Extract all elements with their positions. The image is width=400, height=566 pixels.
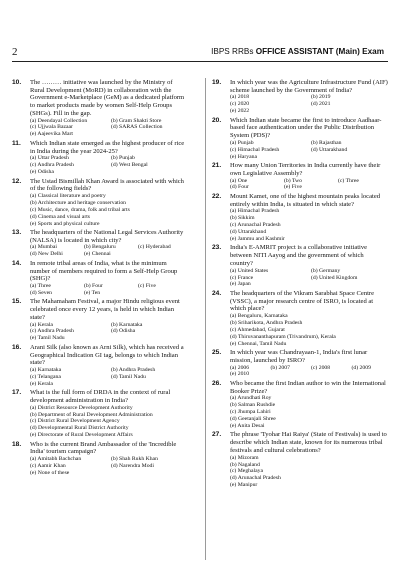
option: (b) 2019 xyxy=(311,94,331,101)
option: (e) Directorate of Rural Development Affairs xyxy=(30,432,133,439)
question-item xyxy=(12,260,188,297)
options-list xyxy=(30,322,188,343)
option: (a) Karnataka xyxy=(30,366,62,373)
option: (b) Punjab xyxy=(111,155,135,162)
option: (a) Kerala xyxy=(30,321,53,328)
option: (e) None of these xyxy=(30,470,70,476)
question-text: In remote tribal areas of India, what is the minimum number of members required to form a Self-Help Group (SHG)? xyxy=(30,259,178,283)
column-divider xyxy=(205,78,206,560)
option: (e) Aajeevika Mart xyxy=(30,131,73,138)
question-text: In which year was the Agriculture Infrastructure Fund (AIF) scheme launched by the Government of India? xyxy=(230,79,388,94)
option: (b) 2007 xyxy=(270,364,290,371)
option: (c) Five xyxy=(138,283,156,289)
option: (b) Bengaluru xyxy=(84,244,116,251)
exam-title-prefix: IBPS RRBs xyxy=(211,47,254,56)
option: (a) One xyxy=(230,177,248,184)
question-number: 11. xyxy=(12,139,21,147)
options-list xyxy=(230,208,388,243)
question-text: Which Indian state emerged as the highest producer of rice in India during the year 2024-25? xyxy=(30,139,185,155)
option: (d) Odisha xyxy=(111,328,136,335)
question-item xyxy=(212,117,388,161)
option: (a) Amitabh Bachchan xyxy=(30,456,82,463)
question-number: 12. xyxy=(12,177,22,185)
options-list xyxy=(230,94,388,115)
question-number: 18. xyxy=(12,440,22,448)
option: (a) Bengaluru, Karnataka xyxy=(230,313,288,320)
option: (b) Karnataka xyxy=(111,321,143,328)
option: (d) Uttarakhand xyxy=(311,146,348,153)
question-number: 20. xyxy=(212,116,222,124)
option: (d) SARAS Collection xyxy=(111,124,163,131)
question-number: 13. xyxy=(12,229,22,237)
header-rule xyxy=(12,61,388,62)
option: (a) District Resource Development Authority xyxy=(30,404,133,411)
option: (b) Rajasthan xyxy=(311,139,342,146)
option: (e) Anita Desai xyxy=(230,422,265,429)
option: (c) District Rural Development Agency xyxy=(30,418,120,425)
options-list xyxy=(230,365,388,379)
options-list xyxy=(30,367,188,388)
option: (e) Tamil Nadu xyxy=(30,335,65,342)
option: (b) Germany xyxy=(311,267,341,274)
question-item xyxy=(12,298,188,342)
options-list xyxy=(30,283,188,297)
option: (d) Tamil Nadu xyxy=(111,373,146,380)
options-list xyxy=(30,193,188,228)
option: (b) Four xyxy=(84,283,103,289)
option: (d) 2021 xyxy=(311,101,331,108)
option: (d) 2009 xyxy=(351,364,371,371)
question-item xyxy=(12,441,188,477)
question-number: 14. xyxy=(12,259,22,267)
option: (d) Arunachal Pradesh xyxy=(230,475,281,482)
question-item xyxy=(212,162,388,191)
option: (e) Chennai, Tamil Nadu xyxy=(230,340,287,347)
options-list xyxy=(230,313,388,348)
option: (d) Thiruvananthapuram (Trivandrum), Kerala xyxy=(230,333,336,340)
question-number: 15. xyxy=(12,298,22,306)
option: (b) Salman Rushdie xyxy=(230,402,276,409)
option: (a) Arundhati Roy xyxy=(230,395,272,402)
option: (d) Geetanjali Shree xyxy=(230,416,276,423)
option: (b) Andhra Pradesh xyxy=(111,366,156,373)
option: (a) 2006 xyxy=(230,364,250,371)
question-number: 19. xyxy=(212,79,222,86)
option: (a) Uttar Pradesh xyxy=(30,155,69,162)
question-text: Which Indian state became the first to introduce Aadhaar-based face authentication under the Public Distribution System (PDS)? xyxy=(230,116,382,140)
option: (e) Kerala xyxy=(30,380,53,387)
question-number: 27. xyxy=(212,431,222,439)
question-item xyxy=(12,178,188,228)
question-text: What is the full form of DRDA in the context of rural development administration in India? xyxy=(30,389,171,404)
option: (c) 2008 xyxy=(311,364,331,371)
option: (b) Sriharikota, Andhra Pradesh xyxy=(230,319,303,326)
question-text: The headquarters of the National Legal Services Authority (NALSA) is located in which city? xyxy=(30,229,184,244)
option: (c) Hyderabad xyxy=(138,244,171,251)
question-number: 23. xyxy=(212,244,222,252)
question-number: 24. xyxy=(212,289,222,297)
option: (d) Uttarakhand xyxy=(230,229,267,236)
option: (d) United Kingdom xyxy=(311,274,358,281)
question-item xyxy=(12,79,188,138)
option: (d) Developmental Rural District Authority xyxy=(30,425,129,432)
question-item xyxy=(212,431,388,489)
option: (e) Manipur xyxy=(230,482,258,489)
option: (e) 2010 xyxy=(230,371,250,378)
question-number: 17. xyxy=(12,389,22,397)
option: (c) Jhumpa Lahiri xyxy=(230,409,271,416)
option: (e) Japan xyxy=(230,281,251,288)
option: (a) Classical literature and poetry xyxy=(30,192,106,199)
question-item xyxy=(212,380,388,430)
option: (a) Mumbai xyxy=(30,244,58,251)
options-list xyxy=(30,244,188,258)
option: (e) Chennai xyxy=(84,251,111,258)
question-text: In which year was Chandrayaan-1, India's first lunar mission, launched by ISRO? xyxy=(230,349,368,364)
option: (b) Shah Rukh Khan xyxy=(111,456,158,463)
question-text: Who is the current Brand Ambassador of the 'Incredible India' tourism campaign? xyxy=(30,440,177,456)
option: (a) Three xyxy=(30,283,51,289)
options-list xyxy=(230,455,388,490)
question-text: The headquarters of the Vikram Sarabhai Space Centre (VSSC), a major research centre of ISRO, is located at which place? xyxy=(230,289,375,313)
question-number: 25. xyxy=(212,349,222,357)
options-list xyxy=(230,178,388,192)
option: (d) New Delhi xyxy=(30,251,63,258)
options-list xyxy=(230,268,388,289)
left-column xyxy=(12,79,188,479)
question-number: 21. xyxy=(212,162,222,170)
option: (e) Five xyxy=(284,184,302,191)
option: (c) Himachal Pradesh xyxy=(230,146,280,153)
option: (d) Narendra Modi xyxy=(111,463,154,470)
question-number: 16. xyxy=(12,343,22,351)
option: (a) Himachal Pradesh xyxy=(230,208,280,215)
question-number: 22. xyxy=(212,192,222,200)
page-number: 2 xyxy=(12,46,18,58)
exam-title-bold: OFFICE ASSISTANT (Main) Exam xyxy=(255,47,384,56)
option: (c) Three xyxy=(338,177,359,184)
option: (c) Andhra Pradesh xyxy=(30,328,74,335)
option: (c) 2020 xyxy=(230,101,250,108)
page-header xyxy=(12,46,388,60)
right-column xyxy=(212,79,388,491)
option: (e) Sports and physical culture xyxy=(30,220,100,227)
option: (d) West Bengal xyxy=(111,162,148,169)
option: (b) Gram Shakti Store xyxy=(111,117,162,124)
option: (c) France xyxy=(230,274,254,281)
option: (c) Ujjwala Bazaar xyxy=(30,124,73,131)
option: (c) Andhra Pradesh xyxy=(30,162,74,169)
question-text: The phrase 'Tyohar Hai Raiya' (State of Festivals) is used to describe which Indian state, known for its numerous tribal festivals and cultural celebrations? xyxy=(230,431,387,454)
question-text: Arani Silk (also known as Arni Silk), which has received a Geographical Indication GI tag, belongs to which Indian state? xyxy=(30,343,184,367)
option: (a) Mizoram xyxy=(230,454,259,461)
option: (c) Ahmedabad, Gujarat xyxy=(230,326,285,333)
options-list xyxy=(30,155,188,176)
question-item xyxy=(12,229,188,258)
option: (b) Two xyxy=(284,177,302,184)
options-list xyxy=(30,456,188,477)
option: (e) Haryana xyxy=(230,153,257,160)
option: (d) Seven xyxy=(30,289,52,296)
question-item xyxy=(12,140,188,176)
option: (c) Meghalaya xyxy=(230,468,264,475)
option: (e) Jammu and Kashmir xyxy=(230,235,285,242)
option: (b) Department of Rural Development Administration xyxy=(30,411,153,418)
option: (b) Nagaland xyxy=(230,461,260,468)
question-text: How many Union Territories in India currently have their own Legislative Assembly? xyxy=(230,162,381,177)
question-item xyxy=(212,349,388,378)
question-item xyxy=(212,244,388,288)
question-item xyxy=(12,389,188,439)
question-text: India's E-AMRIT project is a collaborative initiative between NITI Aayog and the government of which country? xyxy=(230,244,368,267)
question-text: The ……… initiative was launched by the Ministry of Rural Development (MoRD) in collaboration with the Government e-Marketplace (GeM) as a dedicated platform to market products made by women Self-Help Groups (SHGs). Fill in the gap. xyxy=(30,79,185,117)
exam-title xyxy=(211,47,384,56)
question-number: 10. xyxy=(12,79,22,86)
option: (c) Telangana xyxy=(30,373,61,380)
options-list xyxy=(230,395,388,430)
options-list xyxy=(230,140,388,161)
option: (c) Arunachal Pradesh xyxy=(230,222,281,229)
option: (a) Deendayal Collection xyxy=(30,117,88,124)
option: (b) Sikkim xyxy=(230,215,255,222)
question-item xyxy=(12,344,188,388)
option: (d) Four xyxy=(230,184,249,191)
option: (c) Music, dance, drama, folk and tribal arts xyxy=(30,206,130,213)
question-text: Mount Kamet, one of the highest mountain peaks located entirely within India, is situated in which state? xyxy=(230,192,380,208)
question-item xyxy=(212,79,388,115)
option: (a) United States xyxy=(230,267,269,274)
option: (c) Aamir Khan xyxy=(30,463,66,470)
option: (d) Cinema and visual arts xyxy=(30,213,91,220)
option: (e) Ten xyxy=(84,289,101,296)
option: (e) 2022 xyxy=(230,108,250,115)
option: (b) Architecture and heritage conservation xyxy=(30,199,127,206)
option: (a) 2018 xyxy=(230,94,250,101)
question-number: 26. xyxy=(212,379,222,387)
question-text: Who became the first Indian author to win the International Booker Prize? xyxy=(230,379,386,395)
question-item xyxy=(212,290,388,348)
question-text: The Mahamaham Festival, a major Hindu religious event celebrated once every 12 years, is held in which Indian state? xyxy=(30,298,180,321)
question-text: The Ustad Bismillah Khan Award is associated with which of the following fields? xyxy=(30,177,184,193)
option: (e) Odisha xyxy=(30,169,54,176)
question-item xyxy=(212,193,388,243)
options-list xyxy=(30,405,188,440)
option: (a) Punjab xyxy=(230,139,254,146)
options-list xyxy=(30,118,188,139)
